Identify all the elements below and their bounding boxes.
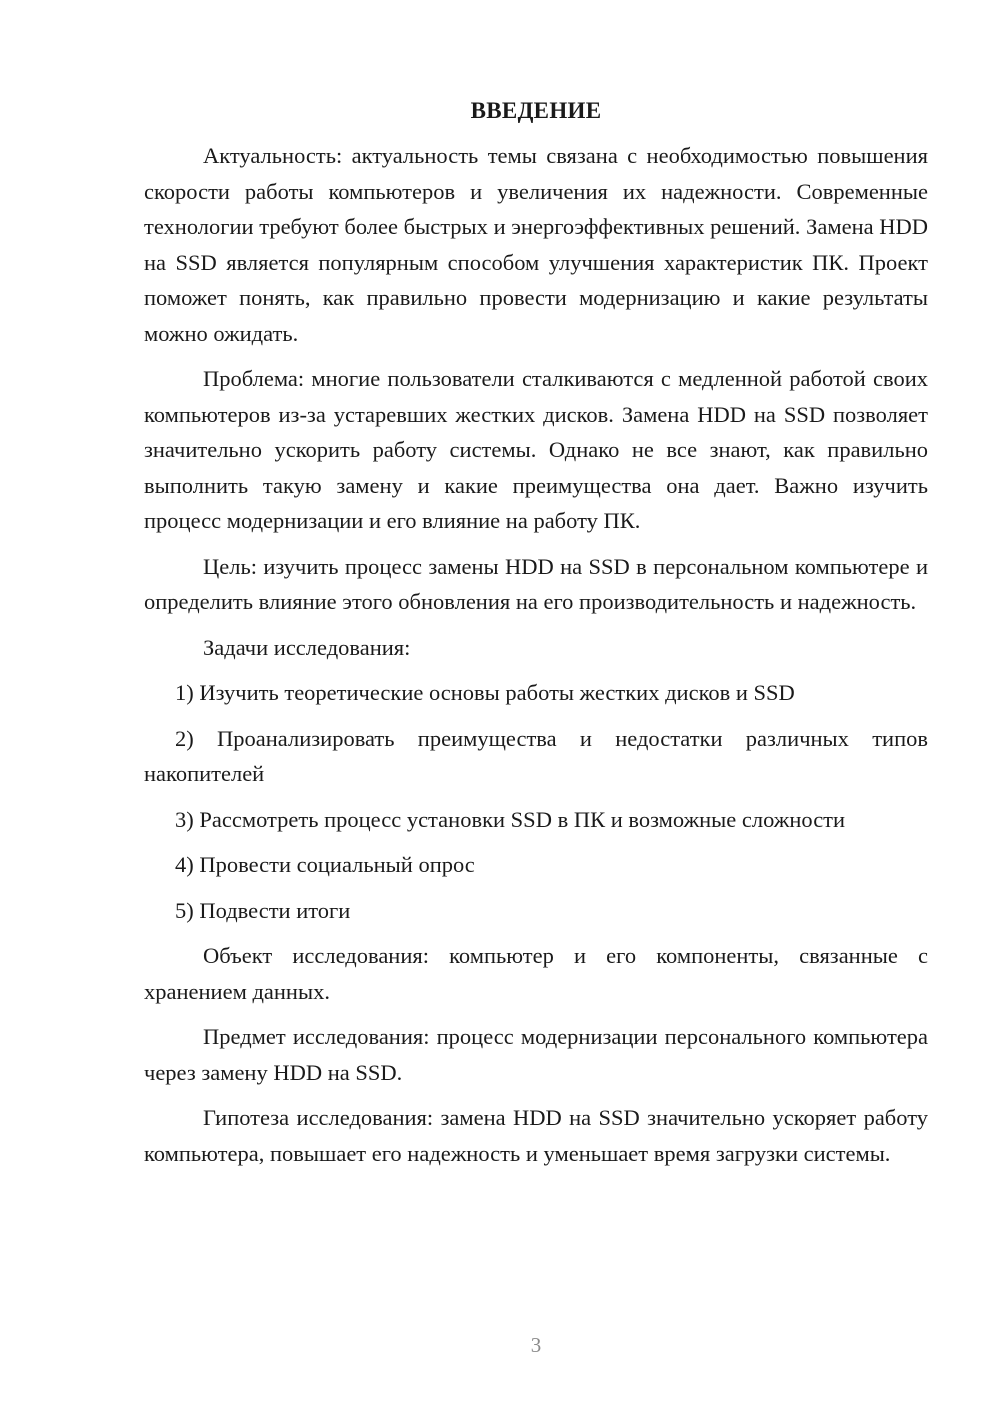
task-item-4: 4) Провести социальный опрос xyxy=(175,852,475,877)
tasks-heading: Задачи исследования: xyxy=(203,634,411,660)
task-item-3: 3) Рассмотреть процесс установки SSD в ПК и возможные сложности xyxy=(175,806,846,832)
section-title: ВВЕДЕНИЕ xyxy=(470,98,602,123)
task-item-1: 1) Изучить теоретические основы работы жестких дисков и SSD xyxy=(175,680,795,705)
task-item-5: 5) Подвести итоги xyxy=(175,897,351,923)
problem-paragraph: Проблема: многие пользователи сталкиваются с медленной работой своих компьютеров из-за устаревших жестких дисков. Замена HDD на SSD позволяет значительно ускорить работу системы. Однако не все знают, как правильно выполнить такую замену и какие преимущества она дает. Важно изучить процесс модернизации и его влияние на работу ПК. xyxy=(144,366,928,533)
relevance-paragraph: Актуальность: актуальность темы связана с необходимостью повышения скорости работы компьютеров и увеличения их надежности. Современные технологии требуют более быстрых и энергоэффективных решений. Замена HDD на SSD является популярным способом улучшения характеристик ПК. Проект поможет понять, как правильно провести модернизацию и какие результаты можно ожидать. xyxy=(144,143,928,346)
hypothesis-paragraph: Гипотеза исследования: замена HDD на SSD значительно ускоряет работу компьютера, повышает его надежность и уменьшает время загрузки системы. xyxy=(144,1105,928,1166)
task-item-2: 2) Проанализировать преимущества и недостатки различных типов накопителей xyxy=(144,725,928,786)
object-paragraph: Объект исследования: компьютер и его компоненты, связанные с хранением данных. xyxy=(144,943,928,1004)
subject-paragraph: Предмет исследования: процесс модернизации персонального компьютера через замену HDD на SSD. xyxy=(144,1024,928,1085)
page-number: 3 xyxy=(530,1333,542,1357)
goal-paragraph: Цель: изучить процесс замены HDD на SSD в персональном компьютере и определить влияние этого обновления на его производительность и надежность. xyxy=(144,553,928,614)
page-content xyxy=(144,96,928,1171)
